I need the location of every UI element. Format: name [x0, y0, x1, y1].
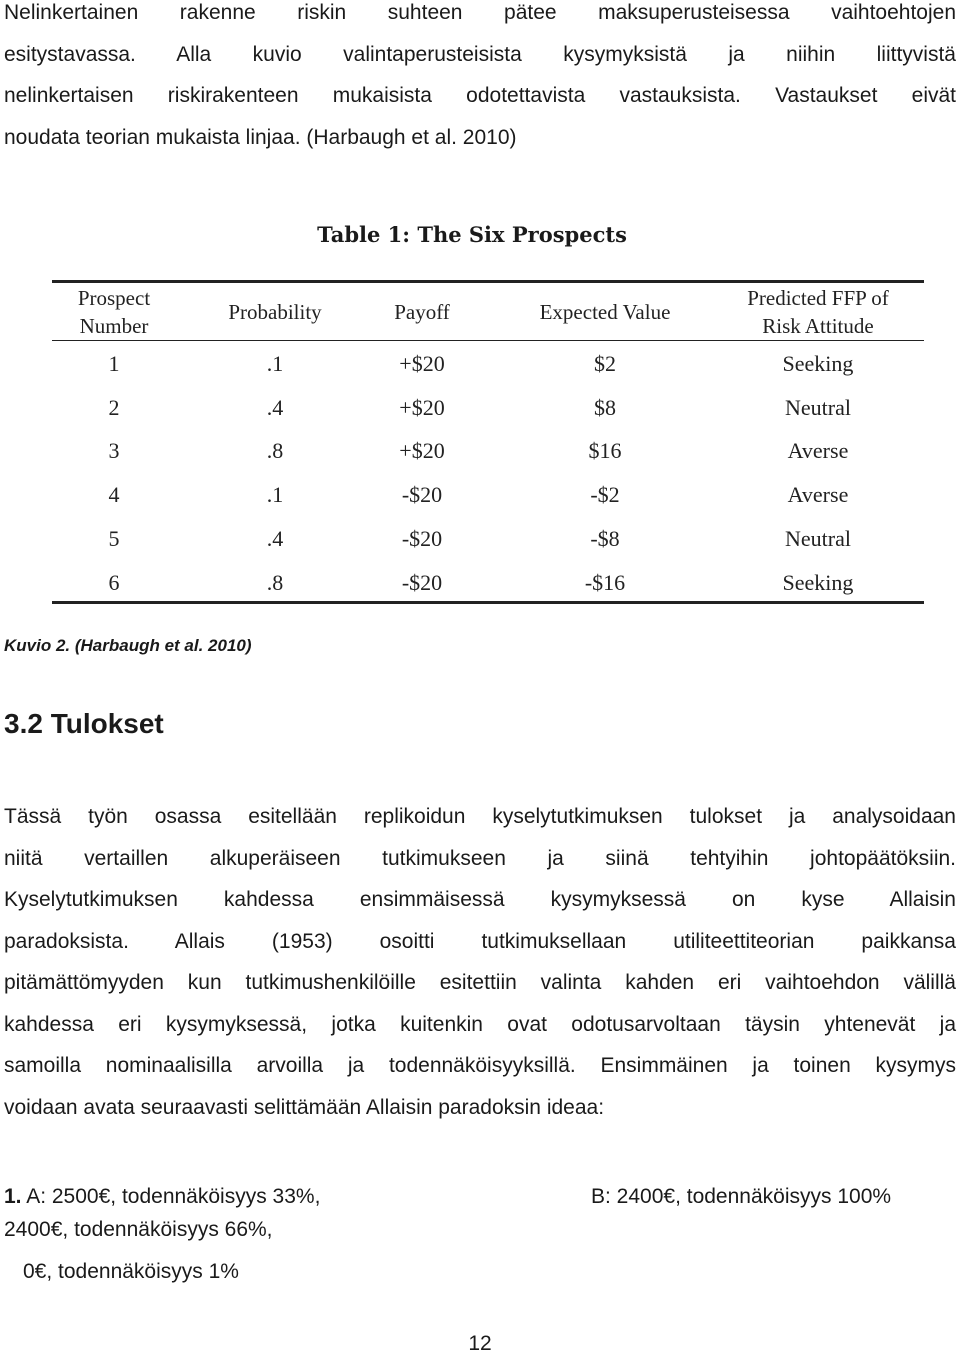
header-prospect-number: Prospect Number: [77, 286, 151, 338]
header-payoff: Payoff: [394, 300, 450, 324]
table-cell: Neutral: [785, 395, 851, 420]
body-line: kahdessa eri kysymyksessä, jotka kuitenkin ovat odotusarvoltaan täysin yhtenevät ja: [4, 1012, 956, 1036]
table-cell: Neutral: [785, 526, 851, 551]
table-cell: Averse: [787, 482, 849, 507]
page-number: 12: [468, 1332, 492, 1355]
table-cell: Seeking: [782, 351, 854, 376]
body-line: paradoksista. Allais (1953) osoitti tutkimuksellaan utiliteettiteorian paikkansa: [4, 929, 956, 953]
option-a-line-3: 0€, todennäköisyys 1%: [23, 1260, 239, 1283]
table-cell: +$20: [399, 351, 445, 376]
table-top-rule: [52, 280, 924, 283]
table-cell: 4: [108, 482, 120, 507]
table-cell: .4: [266, 526, 284, 551]
body-line: voidaan avata seuraavasti selittämään Allaisin paradoksin ideaa:: [4, 1095, 605, 1119]
table-cell: .8: [266, 570, 284, 595]
body-line: niitä vertaillen alkuperäiseen tutkimukseen ja siinä tehtyihin johtopäätöksiin.: [4, 846, 956, 870]
table-cell: +$20: [399, 395, 445, 420]
table-cell: .8: [266, 438, 284, 463]
body-line: samoilla nominaalisilla arvoilla ja todennäköisyyksillä. Ensimmäinen ja toinen kysymys: [4, 1054, 956, 1077]
header-risk-attitude: Predicted FFP of Risk Attitude: [747, 286, 889, 338]
header-probability: Probability: [228, 300, 322, 324]
figure-caption: Kuvio 2. (Harbaugh et al. 2010): [4, 636, 252, 655]
table-cell: 2: [108, 395, 120, 420]
body-line: pitämättömyyden kun tutkimushenkilöille esitettiin valinta kahden eri vaihtoehdon välillä: [4, 971, 956, 994]
table-cell: $8: [594, 395, 616, 420]
intro-line: esitystavassa. Alla kuvio valintaperusteisista kysymyksistä ja niihin liittyvistä: [4, 42, 956, 66]
table-cell: 1: [108, 351, 120, 376]
intro-line: noudata teorian mukaista linjaa. (Harbaugh et al. 2010): [4, 125, 517, 149]
table-cell: 6: [108, 570, 120, 595]
body-paragraph: [4, 796, 956, 1128]
intro-line: nelinkertaisen riskirakenteen mukaisista odotettavista vastauksista. Vastaukset eivät: [4, 84, 956, 107]
intro-paragraph: [4, 0, 956, 158]
question-1-option-b: B: 2400€, todennäköisyys 100%: [591, 1185, 892, 1208]
option-a-line-1: A: 2500€, todennäköisyys 33%,: [26, 1185, 321, 1208]
intro-line: Nelinkertainen rakenne riskin suhteen pätee maksuperusteisessa vaihtoehtojen: [4, 1, 956, 24]
table-cell: .4: [266, 395, 284, 420]
table-cell: 5: [108, 526, 120, 551]
table-cell: $2: [594, 351, 616, 376]
header-expected-value: Expected Value: [539, 300, 671, 324]
table-cell: -$20: [401, 570, 443, 595]
table-cell: $16: [588, 438, 622, 463]
table-cell: -$20: [401, 526, 443, 551]
table-cell: -$20: [401, 482, 443, 507]
question-1-option-a: [4, 1176, 320, 1218]
table-cell: .1: [266, 351, 284, 376]
body-line: Kyselytutkimuksen kahdessa ensimmäisessä kysymyksessä on kyse Allaisin: [4, 888, 956, 911]
table-header-rule: [52, 340, 924, 341]
table-cell: +$20: [399, 438, 445, 463]
table-cell: -$8: [590, 526, 620, 551]
question-number: 1.: [4, 1185, 22, 1208]
table-cell: -$2: [590, 482, 620, 507]
table-cell: .1: [266, 482, 284, 507]
table-cell: -$16: [584, 570, 626, 595]
table-cell: Seeking: [782, 570, 854, 595]
table-title: Table 1: The Six Prospects: [317, 222, 627, 247]
table-cell: 3: [108, 438, 120, 463]
body-line: Tässä työn osassa esitellään replikoidun kyselytutkimuksen tulokset ja analysoidaan: [4, 805, 956, 828]
table-bottom-rule: [52, 601, 924, 604]
table-cell: Averse: [787, 438, 849, 463]
option-a-line-2: 2400€, todennäköisyys 66%,: [4, 1218, 273, 1241]
section-heading: 3.2 Tulokset: [4, 708, 164, 739]
